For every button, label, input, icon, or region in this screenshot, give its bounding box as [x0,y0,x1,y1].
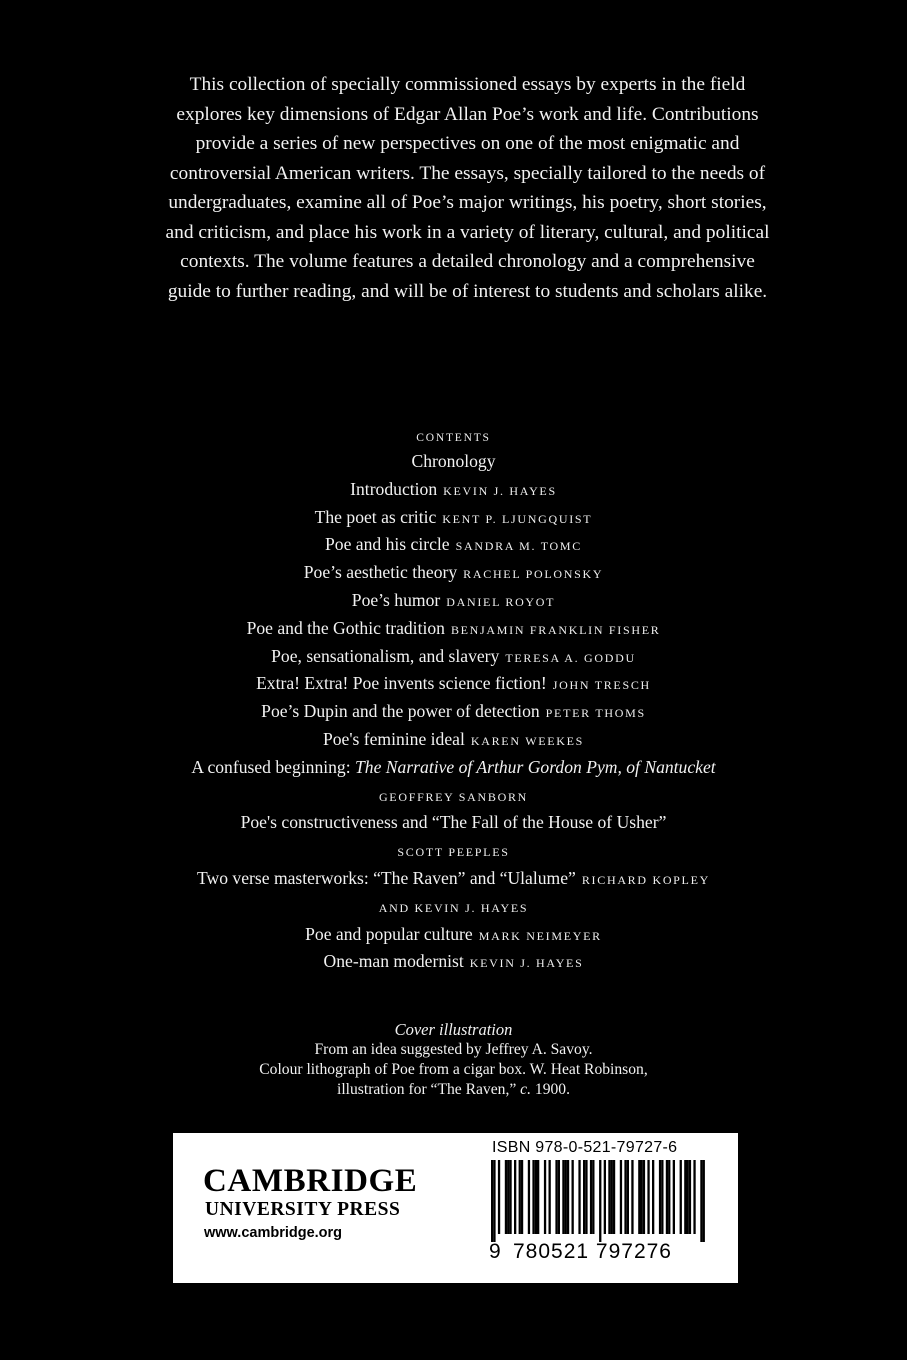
toc-entry [0,476,907,504]
barcode-bar [578,1160,580,1234]
toc-entry [0,643,907,671]
cover-line-italic: c. [520,1081,531,1098]
toc-author-line [0,837,907,865]
toc-author: MARK NEIMEYER [478,928,602,943]
barcode-bar [599,1160,601,1242]
cover-line [0,1080,907,1100]
barcode-bar [528,1160,530,1234]
publisher-subtitle: UNIVERSITY PRESS [205,1199,401,1220]
toc-entry [0,504,907,532]
toc-title: Introduction [350,478,438,499]
barcode-bar [627,1160,629,1234]
barcode-bar [505,1160,507,1234]
barcode-bar [687,1160,689,1234]
barcode-bar [700,1160,702,1242]
barcode-bar [666,1160,668,1234]
toc-entry [0,754,907,782]
barcode-icon [489,1160,714,1242]
barcode-bar [583,1160,585,1234]
barcode-bar [544,1160,546,1234]
toc-entry [0,921,907,949]
toc-author: TERESA A. GODDU [505,650,636,665]
barcode-bar [507,1160,509,1234]
toc-title: A confused beginning: [191,756,356,777]
barcode-bar [611,1160,613,1234]
cover-line-text: 1900. [531,1081,570,1098]
barcode-bar [558,1160,560,1234]
toc-title: Poe’s humor [351,589,441,610]
barcode-bar [549,1160,551,1234]
toc-title: Chronology [411,451,496,471]
barcode-bar [638,1160,640,1234]
barcode-bar [643,1160,645,1234]
toc-title: Poe’s aesthetic theory [303,562,458,583]
table-of-contents [0,428,907,976]
barcode-bar [567,1160,569,1234]
cover-caption: Cover illustration [394,1020,513,1039]
barcode-lead-digit: 9 [489,1240,501,1263]
barcode-bar [620,1160,622,1234]
barcode-bar [641,1160,643,1234]
toc-title: Extra! Extra! Poe invents science fiction! [256,673,547,694]
toc-entry [0,587,907,615]
barcode-digits: 780521 797276 [513,1240,672,1263]
toc-entry [0,865,907,893]
toc-author: BENJAMIN FRANKLIN FISHER [450,622,661,637]
barcode-bar [680,1160,682,1234]
barcode-bar [604,1160,606,1234]
publisher-panel [173,1133,738,1283]
cover-line: Colour lithograph of Poe from a cigar box. W. Heat Robinson, [259,1061,648,1078]
barcode-bar [631,1160,633,1234]
barcode-bar [555,1160,557,1234]
barcode-bar [693,1160,695,1234]
toc-title: Poe's feminine ideal [322,728,465,749]
barcode-bar [624,1160,626,1234]
barcode-bar [537,1160,539,1234]
barcode-bar [673,1160,675,1234]
toc-author-line [0,782,907,810]
toc-title: The poet as critic [314,506,437,527]
toc-entry [0,670,907,698]
cover-line-text: illustration for “The Raven,” [337,1081,521,1098]
toc-author: KEVIN J. HAYES [443,483,557,498]
toc-author: GEOFFREY SANBORN [378,789,529,804]
barcode-bar [572,1160,574,1234]
barcode-bar [590,1160,592,1234]
toc-author: RACHEL POLONSKY [463,567,604,582]
toc-author: KEVIN J. HAYES [469,956,584,971]
barcode-bar [498,1160,500,1234]
toc-author: SCOTT PEEPLES [397,845,510,860]
toc-title: Poe's constructiveness and “The Fall of the House of Usher” [240,812,667,833]
barcode-bar [521,1160,523,1234]
barcode-bar [519,1160,521,1234]
toc-author: RICHARD KOPLEY [581,872,710,887]
publisher-url: www.cambridge.org [204,1225,343,1241]
toc-author: SANDRA M. TOMC [455,539,582,554]
toc-entry [0,809,907,837]
toc-entry [0,559,907,587]
toc-entry [0,448,907,476]
book-description: This collection of specially commissioned essays by experts in the field explores key dimensions of Edgar Allan Poe’s work and life. Contributions provide a series of new perspectives on one of the most enigmatic and controversial American writers. The essays, specially tailored to the needs of undergraduates, examine all of Poe’s major writings, his poetry, short stories, and criticism, and place his work in a variety of literary, cultural, and political contexts. The volume features a detailed chronology and a comprehensive guide to further reading, and will be of interest to students and scholars alike. [165,74,770,302]
barcode-bar [509,1160,511,1234]
toc-title: Poe and popular culture [305,923,473,944]
barcode-bar [703,1160,705,1242]
contents-heading: CONTENTS [416,432,491,444]
toc-entry [0,698,907,726]
toc-author: PETER THOMS [545,706,646,721]
toc-entry [0,615,907,643]
toc-author: KENT P. LJUNGQUIST [442,511,593,526]
barcode-bar [565,1160,567,1234]
barcode-bar [647,1160,649,1234]
toc-entry [0,726,907,754]
toc-author: KAREN WEEKES [470,733,585,748]
barcode-bar [652,1160,654,1234]
cover-line: From an idea suggested by Jeffrey A. Savoy. [314,1041,593,1058]
barcode-bar [613,1160,615,1234]
barcode-bar [608,1160,610,1234]
toc-author-line [0,893,907,921]
cover-credit [0,1020,907,1100]
publisher-logo: CAMBRIDGE [203,1163,418,1199]
toc-title: Two verse masterworks: “The Raven” and “Ulalume” [197,867,576,888]
toc-entry [0,531,907,559]
barcode-bar [684,1160,686,1234]
barcode-bar [491,1160,493,1242]
toc-title: Poe and his circle [325,534,450,555]
toc-title: Poe and the Gothic tradition [246,617,445,638]
barcode-bar [532,1160,534,1234]
toc-title: Poe, sensationalism, and slavery [271,645,500,666]
barcode-bar [514,1160,516,1234]
toc-title: Poe’s Dupin and the power of detection [261,701,540,722]
isbn-label: ISBN 978-0-521-79727-6 [492,1139,678,1156]
barcode-bar [668,1160,670,1234]
toc-title: One-man modernist [323,951,464,972]
toc-author: JOHN TRESCH [552,678,651,693]
barcode-bar [592,1160,594,1234]
barcode-bar [661,1160,663,1234]
toc-author: DANIEL ROYOT [446,594,556,609]
toc-entry [0,948,907,976]
barcode-bar [689,1160,691,1234]
barcode-bar [535,1160,537,1234]
barcode-bar [493,1160,495,1242]
toc-author: AND KEVIN J. HAYES [378,900,529,915]
barcode-bar [562,1160,564,1234]
toc-title-italic: The Narrative of Arthur Gordon Pym, of Nantucket [355,756,716,777]
barcode-bar [659,1160,661,1234]
barcode-bar [585,1160,587,1234]
